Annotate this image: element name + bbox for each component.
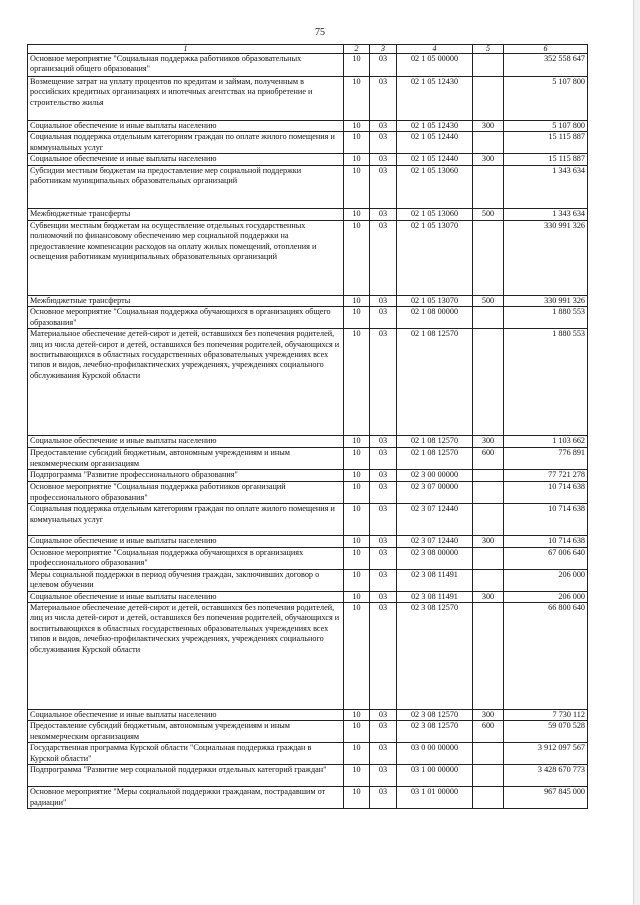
cell-name: Подпрограмма "Развитие мер социальной поддержки отдельных категорий граждан" (28, 765, 344, 787)
cell-expense-type (473, 165, 504, 208)
cell-section: 10 (344, 504, 370, 536)
cell-amount: 1 343 634 (504, 208, 588, 220)
cell-expense-type (473, 329, 504, 436)
cell-amount: 3 428 670 773 (504, 765, 588, 787)
cell-name: Субсидии местным бюджетам на предоставление мер социальной поддержки работникам муниципальных образовательных организаций (28, 165, 344, 208)
cell-expense-type (473, 482, 504, 504)
cell-subsection: 03 (370, 132, 397, 154)
cell-section: 10 (344, 569, 370, 591)
cell-amount: 776 891 (504, 448, 588, 470)
cell-name: Социальное обеспечение и иные выплаты населению (28, 154, 344, 165)
page-number: 75 (315, 27, 325, 38)
cell-amount: 3 912 097 567 (504, 743, 588, 765)
header-cell-section: 2 (344, 45, 370, 54)
table-row (28, 295, 588, 306)
table-row (28, 547, 588, 569)
cell-section: 10 (344, 307, 370, 329)
cell-expense-type: 300 (473, 154, 504, 165)
table-row (28, 132, 588, 154)
cell-subsection: 03 (370, 591, 397, 602)
cell-expense-type: 300 (473, 436, 504, 448)
cell-expense-type (473, 787, 504, 809)
cell-name: Материальное обеспечение детей-сирот и детей, оставшихся без попечения родителей, лиц из числа детей-сирот и детей, оставшихся без попечения родителей, обучающихся и воспитывающихся в областных государственных образовательных учреждениях всех типов и видов, лечебно-профилактических учреждениях, учреждениях социального обслуживания Курской области (28, 329, 344, 436)
cell-target-article: 02 3 07 12440 (397, 504, 473, 536)
cell-expense-type: 300 (473, 591, 504, 602)
cell-section: 10 (344, 603, 370, 710)
cell-name: Предоставление субсидий бюджетным, автономным учреждениям и иным некоммерческим организациям (28, 448, 344, 470)
cell-expense-type: 300 (473, 710, 504, 721)
budget-table-body (28, 45, 588, 809)
cell-target-article: 02 3 08 00000 (397, 547, 473, 569)
cell-name: Социальное обеспечение и иные выплаты населению (28, 436, 344, 448)
table-row (28, 765, 588, 787)
cell-target-article: 02 1 05 13070 (397, 220, 473, 295)
cell-name: Основное мероприятие "Социальная поддержка обучающихся в организациях профессионального образования" (28, 547, 344, 569)
cell-target-article: 02 3 08 12570 (397, 603, 473, 710)
cell-expense-type: 600 (473, 448, 504, 470)
cell-amount: 67 006 640 (504, 547, 588, 569)
cell-name: Межбюджетные трансферты (28, 295, 344, 306)
cell-target-article: 02 3 07 12440 (397, 536, 473, 547)
cell-amount: 330 991 326 (504, 295, 588, 306)
cell-section: 10 (344, 77, 370, 121)
cell-expense-type (473, 547, 504, 569)
cell-subsection: 03 (370, 603, 397, 710)
cell-expense-type: 500 (473, 295, 504, 306)
cell-subsection: 03 (370, 220, 397, 295)
cell-expense-type (473, 603, 504, 710)
cell-target-article: 02 1 05 13060 (397, 165, 473, 208)
cell-amount: 1 343 634 (504, 165, 588, 208)
table-row (28, 721, 588, 743)
cell-name: Социальное обеспечение и иные выплаты населению (28, 536, 344, 547)
header-cell-subsection: 3 (370, 45, 397, 54)
cell-name: Основное мероприятие "Социальная поддержка обучающихся в организациях общего образования" (28, 307, 344, 329)
table-row (28, 54, 588, 77)
cell-expense-type: 300 (473, 536, 504, 547)
cell-subsection: 03 (370, 710, 397, 721)
cell-section: 10 (344, 470, 370, 482)
cell-name: Социальное обеспечение и иные выплаты населению (28, 591, 344, 602)
cell-amount: 66 800 640 (504, 603, 588, 710)
cell-target-article: 02 1 05 12430 (397, 77, 473, 121)
cell-section: 10 (344, 329, 370, 436)
cell-subsection: 03 (370, 547, 397, 569)
cell-name: Материальное обеспечение детей-сирот и детей, оставшихся без попечения родителей, лиц из числа детей-сирот и детей, оставшихся без попечения родителей, обучающихся и воспитывающихся в областных государственных образовательных учреждениях всех типов и видов, лечебно-профилактических учреждениях, учреждениях социального обслуживания Курской области (28, 603, 344, 710)
table-row (28, 220, 588, 295)
cell-subsection: 03 (370, 765, 397, 787)
cell-target-article: 02 1 08 00000 (397, 307, 473, 329)
table-row (28, 743, 588, 765)
table-row (28, 436, 588, 448)
table-row (28, 504, 588, 536)
cell-target-article: 02 3 07 00000 (397, 482, 473, 504)
cell-expense-type: 300 (473, 121, 504, 132)
table-row (28, 470, 588, 482)
cell-name: Возмещение затрат на уплату процентов по кредитам и займам, полученным в российских кредитных организациях и ипотечных агентствах на приобретение и строительство жилья (28, 77, 344, 121)
cell-name: Социальное обеспечение и иные выплаты населению (28, 710, 344, 721)
cell-amount: 206 000 (504, 569, 588, 591)
cell-expense-type (473, 132, 504, 154)
cell-name: Подпрограмма "Развитие профессионального образования" (28, 470, 344, 482)
cell-subsection: 03 (370, 448, 397, 470)
cell-name: Основное мероприятие "Меры социальной поддержки гражданам, пострадавшим от радиации" (28, 787, 344, 809)
cell-target-article: 03 1 00 00000 (397, 765, 473, 787)
table-row (28, 710, 588, 721)
table-row (28, 569, 588, 591)
table-row (28, 536, 588, 547)
budget-table (27, 44, 588, 809)
cell-target-article: 02 1 05 13060 (397, 208, 473, 220)
cell-section: 10 (344, 436, 370, 448)
cell-section: 10 (344, 765, 370, 787)
cell-section: 10 (344, 591, 370, 602)
cell-target-article: 02 1 08 12570 (397, 436, 473, 448)
cell-section: 10 (344, 220, 370, 295)
cell-target-article: 02 1 05 12430 (397, 121, 473, 132)
cell-name: Социальное обеспечение и иные выплаты населению (28, 121, 344, 132)
cell-target-article: 02 1 05 00000 (397, 54, 473, 77)
cell-name: Основное мероприятие "Социальная поддержка работников организаций профессионального образования" (28, 482, 344, 504)
cell-section: 10 (344, 132, 370, 154)
cell-section: 10 (344, 482, 370, 504)
cell-expense-type (473, 569, 504, 591)
cell-amount: 15 115 887 (504, 132, 588, 154)
table-row (28, 448, 588, 470)
table-row (28, 307, 588, 329)
cell-target-article: 02 3 08 12570 (397, 721, 473, 743)
cell-expense-type (473, 77, 504, 121)
cell-subsection: 03 (370, 208, 397, 220)
cell-target-article: 02 1 05 12440 (397, 132, 473, 154)
cell-name: Социальная поддержка отдельным категориям граждан по оплате жилого помещения и коммунальных услуг (28, 132, 344, 154)
cell-subsection: 03 (370, 536, 397, 547)
cell-subsection: 03 (370, 569, 397, 591)
cell-name: Предоставление субсидий бюджетным, автономным учреждениям и иным некоммерческим организациям (28, 721, 344, 743)
cell-section: 10 (344, 121, 370, 132)
cell-target-article: 03 0 00 00000 (397, 743, 473, 765)
cell-amount: 5 107 800 (504, 77, 588, 121)
cell-amount: 5 107 800 (504, 121, 588, 132)
header-cell-amount: 6 (504, 45, 588, 54)
table-row (28, 482, 588, 504)
cell-subsection: 03 (370, 436, 397, 448)
cell-name: Межбюджетные трансферты (28, 208, 344, 220)
cell-target-article: 03 1 01 00000 (397, 787, 473, 809)
table-row (28, 329, 588, 436)
cell-expense-type: 600 (473, 721, 504, 743)
cell-expense-type (473, 307, 504, 329)
cell-section: 10 (344, 787, 370, 809)
cell-subsection: 03 (370, 329, 397, 436)
table-row (28, 165, 588, 208)
cell-amount: 330 991 326 (504, 220, 588, 295)
cell-subsection: 03 (370, 165, 397, 208)
cell-section: 10 (344, 208, 370, 220)
cell-name: Субвенции местным бюджетам на осуществление отдельных государственных полномочий по финансовому обеспечению мер социальной поддержки на предоставление компенсации расходов на оплату жилых помещений, отопления и освещения работникам муниципальных образовательных организаций (28, 220, 344, 295)
cell-section: 10 (344, 536, 370, 547)
cell-amount: 59 070 528 (504, 721, 588, 743)
table-row (28, 77, 588, 121)
cell-section: 10 (344, 448, 370, 470)
cell-subsection: 03 (370, 307, 397, 329)
cell-section: 10 (344, 721, 370, 743)
cell-expense-type (473, 54, 504, 77)
cell-subsection: 03 (370, 504, 397, 536)
cell-subsection: 03 (370, 470, 397, 482)
cell-name: Основное мероприятие "Социальная поддержка работников образовательных организаций общего образования" (28, 54, 344, 77)
cell-subsection: 03 (370, 295, 397, 306)
cell-amount: 10 714 638 (504, 536, 588, 547)
cell-target-article: 02 3 08 11491 (397, 569, 473, 591)
cell-amount: 1 880 553 (504, 307, 588, 329)
cell-target-article: 02 1 05 13070 (397, 295, 473, 306)
table-row (28, 121, 588, 132)
cell-subsection: 03 (370, 77, 397, 121)
cell-target-article: 02 3 08 11491 (397, 591, 473, 602)
table-row (28, 208, 588, 220)
cell-amount: 7 730 112 (504, 710, 588, 721)
cell-section: 10 (344, 547, 370, 569)
cell-amount: 10 714 638 (504, 482, 588, 504)
cell-target-article: 02 3 00 00000 (397, 470, 473, 482)
cell-subsection: 03 (370, 787, 397, 809)
cell-expense-type: 500 (473, 208, 504, 220)
cell-section: 10 (344, 165, 370, 208)
cell-section: 10 (344, 54, 370, 77)
table-header-row (28, 45, 588, 54)
cell-amount: 352 558 647 (504, 54, 588, 77)
cell-subsection: 03 (370, 121, 397, 132)
cell-expense-type (473, 743, 504, 765)
cell-amount: 1 103 662 (504, 436, 588, 448)
header-cell-target-article: 4 (397, 45, 473, 54)
cell-amount: 967 845 000 (504, 787, 588, 809)
cell-amount: 206 000 (504, 591, 588, 602)
page-fold-line (633, 0, 634, 905)
cell-section: 10 (344, 743, 370, 765)
cell-name: Меры социальной поддержки в период обучения граждан, заключивших договор о целевом обучении (28, 569, 344, 591)
cell-amount: 1 880 553 (504, 329, 588, 436)
cell-subsection: 03 (370, 54, 397, 77)
cell-name: Социальная поддержка отдельным категориям граждан по оплате жилого помещения и коммунальных услуг (28, 504, 344, 536)
cell-name: Государственная программа Курской области "Социальная поддержка граждан в Курской области" (28, 743, 344, 765)
table-row (28, 603, 588, 710)
cell-section: 10 (344, 710, 370, 721)
cell-section: 10 (344, 154, 370, 165)
header-cell-name: 1 (28, 45, 344, 54)
cell-subsection: 03 (370, 721, 397, 743)
cell-expense-type (473, 504, 504, 536)
cell-subsection: 03 (370, 482, 397, 504)
cell-amount: 10 714 638 (504, 504, 588, 536)
cell-expense-type (473, 765, 504, 787)
table-row (28, 787, 588, 809)
cell-target-article: 02 1 08 12570 (397, 448, 473, 470)
cell-expense-type (473, 470, 504, 482)
table-row (28, 154, 588, 165)
cell-amount: 15 115 887 (504, 154, 588, 165)
header-cell-expense-type: 5 (473, 45, 504, 54)
cell-target-article: 02 3 08 12570 (397, 710, 473, 721)
table-row (28, 591, 588, 602)
cell-subsection: 03 (370, 154, 397, 165)
cell-amount: 77 721 278 (504, 470, 588, 482)
cell-target-article: 02 1 05 12440 (397, 154, 473, 165)
cell-section: 10 (344, 295, 370, 306)
page-edge-shadow (634, 0, 640, 905)
cell-expense-type (473, 220, 504, 295)
cell-subsection: 03 (370, 743, 397, 765)
cell-target-article: 02 1 08 12570 (397, 329, 473, 436)
